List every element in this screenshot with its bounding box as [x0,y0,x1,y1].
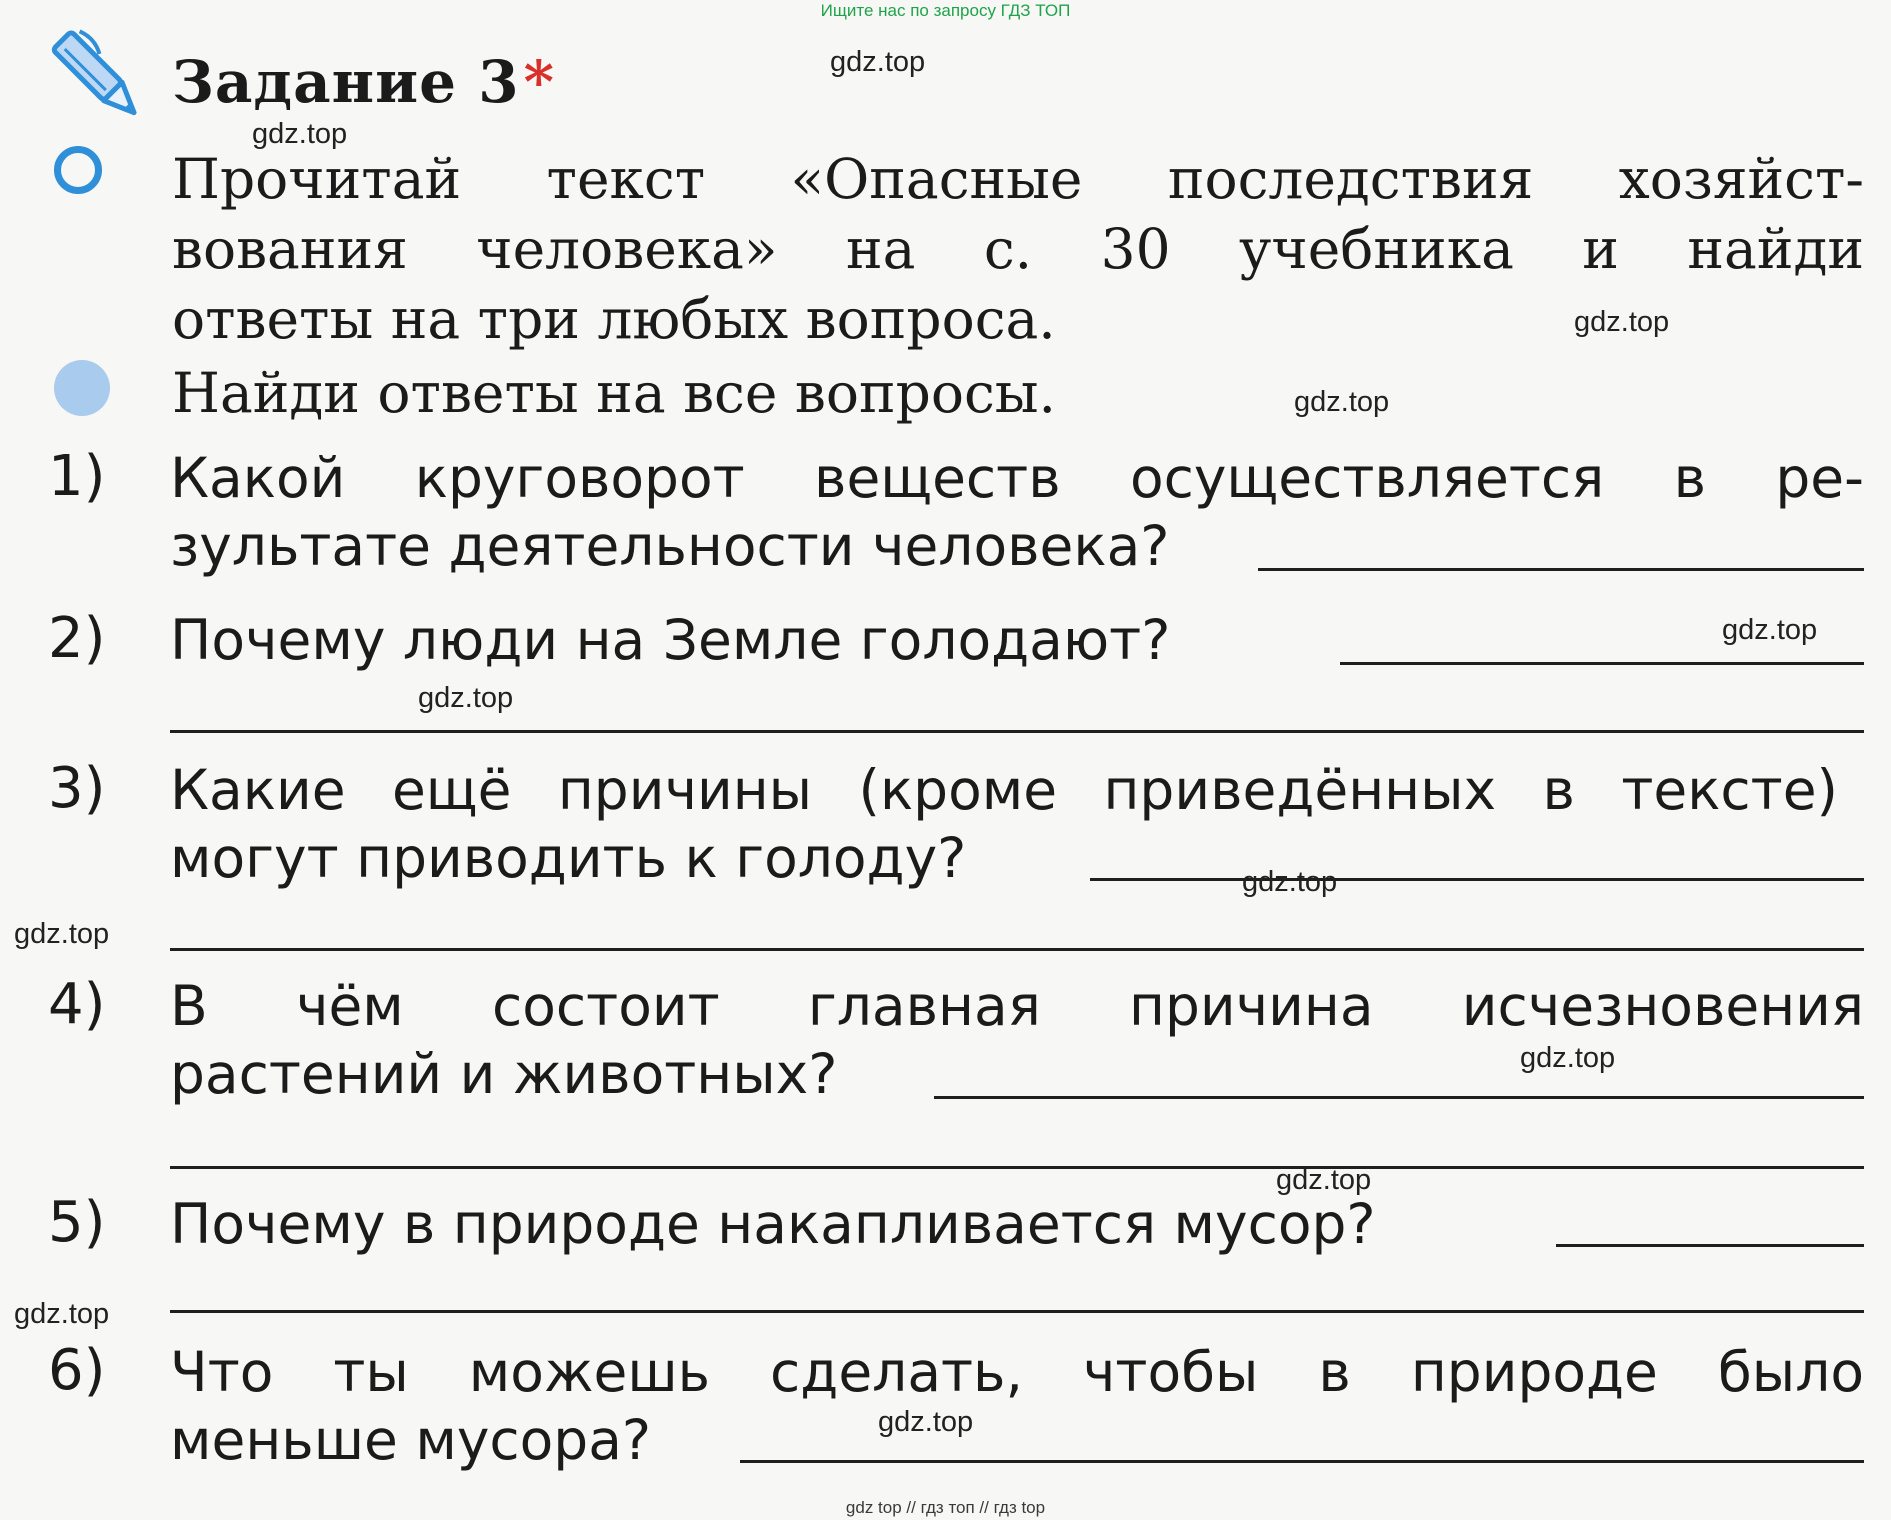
bottom-banner: gdz top // гдз топ // гдз top [845,1498,1046,1517]
watermark: gdz.top [14,918,110,950]
answer-line[interactable] [934,1096,1864,1099]
question-number: 3) [48,756,106,821]
top-banner: Ищите нас по запросу ГДЗ ТОП [820,1,1071,20]
watermark: gdz.top [1520,1042,1616,1074]
pencil-icon [48,28,148,128]
answer-line[interactable] [740,1460,1864,1463]
question-number: 1) [48,444,106,509]
answer-line[interactable] [170,1310,1864,1313]
question-line: Почему люди на Земле голодают? [170,608,1171,672]
answer-line[interactable] [1090,878,1864,881]
watermark: gdz.top [252,118,348,150]
answer-line[interactable] [170,948,1864,951]
watermark: gdz.top [1276,1164,1372,1196]
watermark: gdz.top [1294,386,1390,418]
instruction-line: Прочитай текст «Опасные последствия хозяйст- [172,147,1864,211]
task-title-text: Задание 3 [172,48,520,116]
question-line: зультате деятельности человека? [170,514,1170,578]
question-line: растений и животных? [170,1042,838,1106]
question-line: Какой круговорот веществ осуществляется в ре- [170,446,1864,510]
question-number: 4) [48,972,106,1037]
answer-line[interactable] [1258,568,1864,571]
question-line: Что ты можешь сделать, чтобы в природе было [170,1340,1864,1404]
question-line: Какие ещё причины (кроме приведённых в тексте) [170,758,1838,822]
instruction-line: ответы на три любых вопроса. [172,287,1056,351]
answer-line[interactable] [170,730,1864,733]
empty-circle-icon [54,146,102,194]
watermark: gdz.top [1242,866,1338,898]
question-number: 5) [48,1190,106,1255]
watermark: gdz.top [1574,306,1670,338]
watermark: gdz.top [1722,614,1818,646]
watermark: gdz.top [830,46,926,78]
watermark: gdz.top [14,1298,110,1330]
question-line: меньше мусора? [170,1408,652,1472]
answer-line[interactable] [1556,1244,1864,1247]
question-line: могут приводить к голоду? [170,826,967,890]
filled-circle-icon [54,360,110,416]
task-title [172,48,555,116]
question-number: 6) [48,1338,106,1403]
question-number: 2) [48,606,106,671]
star-icon: * [523,48,555,116]
question-line: Почему в природе накапливается мусор? [170,1192,1376,1256]
question-4 [170,972,1864,1108]
question-3 [170,756,1838,892]
watermark: gdz.top [418,682,514,714]
question-1 [170,444,1864,580]
question-line: В чём состоит главная причина исчезновения [170,974,1864,1038]
question-5 [170,1190,1864,1258]
answer-line[interactable] [1340,662,1864,665]
watermark: gdz.top [878,1406,974,1438]
answer-line[interactable] [170,1166,1864,1169]
advanced-instruction: Найди ответы на все вопросы. [172,361,1057,425]
instruction-line: вования человека» на с. 30 учебника и найди [172,217,1864,281]
question-6 [170,1338,1864,1474]
